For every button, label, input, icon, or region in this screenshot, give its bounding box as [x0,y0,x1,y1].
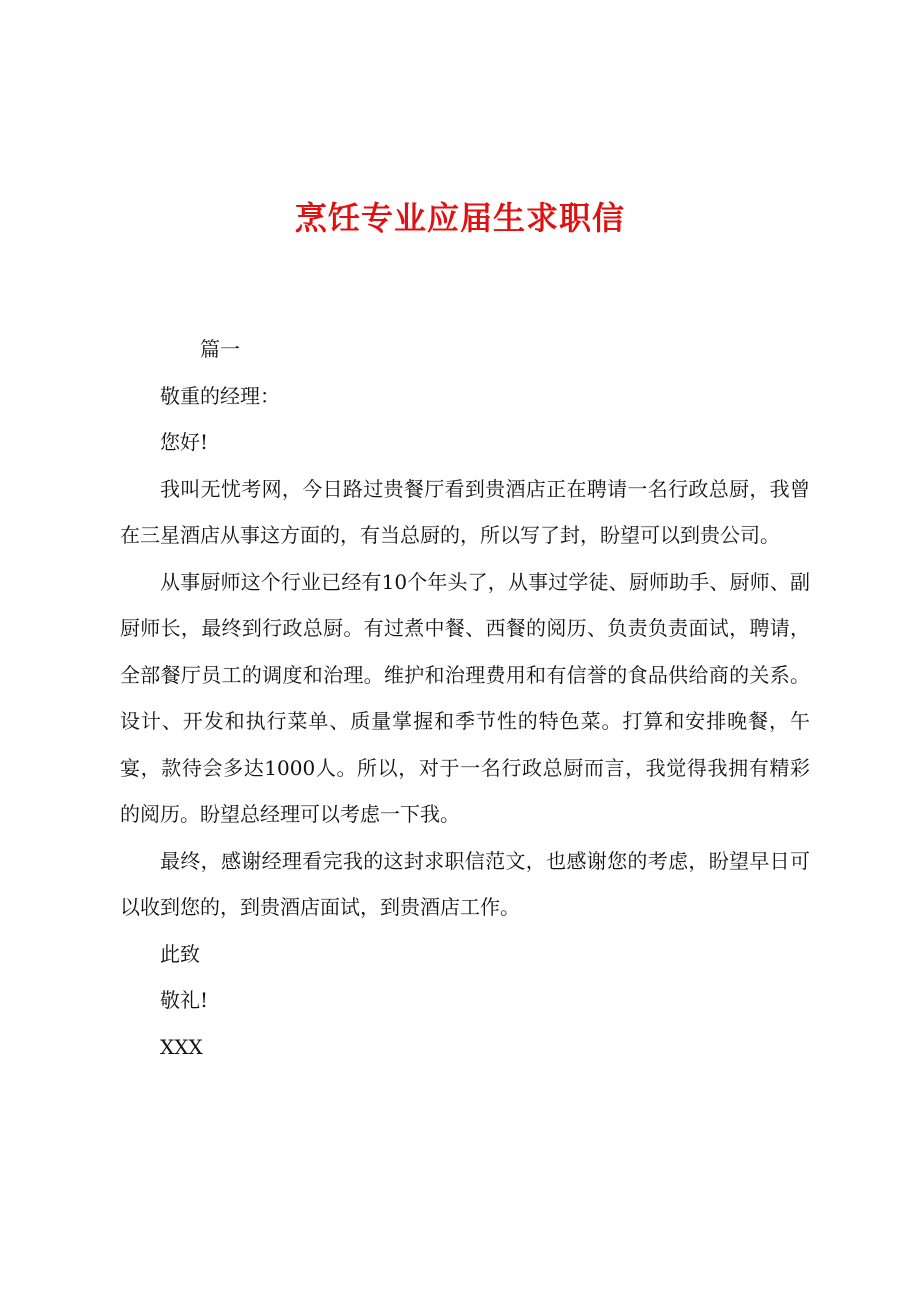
section-label: 篇一 [200,337,240,361]
greeting: 您好! [160,430,209,454]
signature: XXX [160,1034,203,1059]
document-title: 烹饪专业应届生求职信 [294,199,625,237]
salutation: 敬重的经理： [160,383,280,408]
paragraph-intro: 我叫无忧考网，今日路过贵餐厅看到贵酒店正在聘请一名行政总厨，我曾在三星酒店从事这方面的，有当总厨的，所以写了封，盼望可以到贵公司。 [120,476,810,547]
letter-body [120,326,810,1070]
paragraph-closing: 最终，感谢经理看完我的这封求职信范文，也感谢您的考虑，盼望早日可以收到您的，到贵酒店面试，到贵酒店工作。 [120,848,810,919]
paragraph-experience: 从事厨师这个行业已经有10个年头了，从事过学徒、厨师助手、厨师、副厨师长，最终到行政总厨。有过煮中餐、西餐的阅历、负责负责面试，聘请，全部餐厅员工的调度和治理。维护和治理费用和有信誉的食品供给商的关系。设计、开发和执行菜单、质量掌握和季节性的特色菜。打算和安排晚餐，午宴，款待会多达1000人。所以，对于一名行政总厨而言，我觉得我拥有精彩的阅历。盼望总经理可以考虑一下我。 [120,569,810,826]
closing-line-1: 此致 [160,941,200,966]
closing-line-2: 敬礼! [160,988,209,1012]
